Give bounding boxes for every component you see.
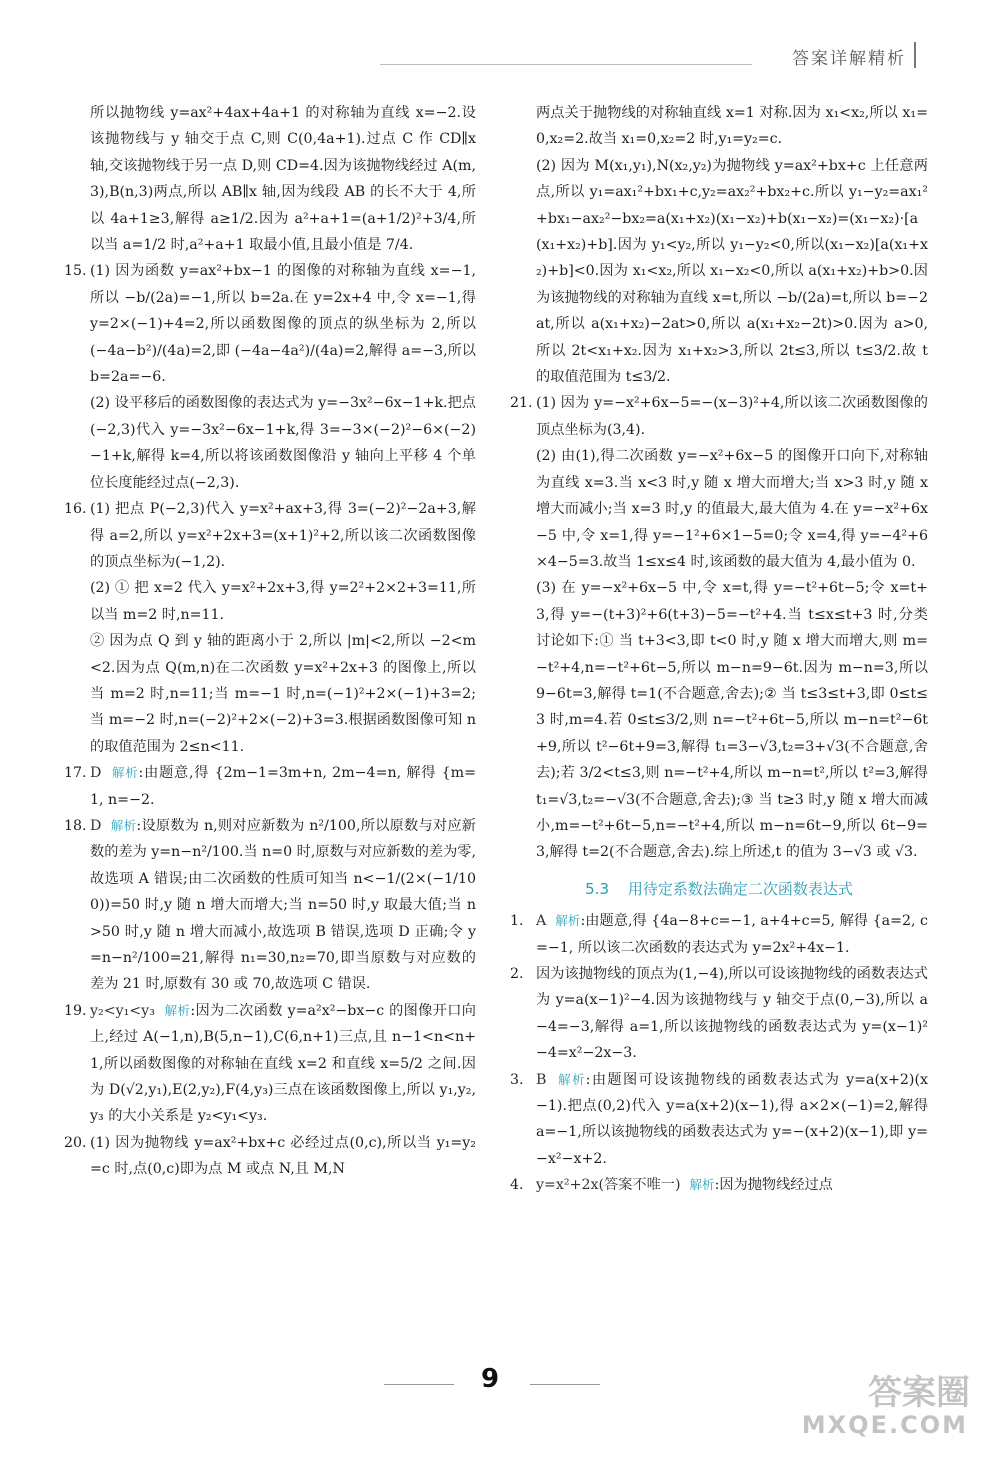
answer-item	[510, 1067, 933, 1173]
answer-body: :由题图可设该抛物线的函数表达式为 y=a(x+2)(x−1).把点(0,2)代入 y=a(x+2)(x−1),得 a×2×(−1)=2,解得 a=−1,所以该抛物线的函数表达式为 y=−(x+2)(x−1),即 y=−x²−x+2.	[536, 1071, 933, 1167]
section-heading	[510, 876, 928, 902]
answer-number: 15.	[64, 263, 87, 280]
answer-number	[510, 575, 536, 865]
answer-body: (2) 因为 M(x₁,y₁),N(x₂,y₂)为抛物线 y=ax²+bx+c 上任意两点,所以 y₁=ax₁²+bx₁+c,y₂=ax₂²+bx₂+c.所以 y₁−y₂=ax₁²+bx₁−ax₂²−bx₂=a(x₁+x₂)(x₁−x₂)+b(x₁−x₂)=(x₁−x₂)·[a(x₁+x₂)+b].因为 y₁<y₂,所以 y₁−y₂<0,所以(x₁−x₂)[a(x₁+x₂)+b]<0.因为 x₁<x₂,所以 x₁−x₂<0,所以 a(x₁+x₂)+b>0.因为该抛物线的对称轴为直线 x=t,所以 −b/(2a)=t,所以 b=−2at,所以 a(x₁+x₂)−2at>0,所以 a(x₁+x₂−2t)>0.因为 a>0,所以 2t<x₁+x₂.因为 x₁+x₂>3,所以 2t≤3,所以 t≤3/2.故 t 的取值范围为 t≤3/2.	[536, 157, 933, 386]
right-column-answers	[510, 100, 933, 866]
answer-item	[64, 813, 476, 998]
answer-choice: B	[536, 1071, 559, 1088]
answer-text	[90, 813, 476, 998]
answer-number	[510, 100, 536, 153]
answer-item	[510, 575, 933, 865]
answer-item	[64, 258, 481, 390]
answer-body: :因为抛物线经过点	[714, 1177, 833, 1194]
answer-item	[510, 100, 928, 153]
answer-body: 两点关于抛物线的对称轴直线 x=1 对称.因为 x₁<x₂,所以 x₁=0,x₂=2.故当 x₁=0,x₂=2 时,y₁=y₂=c.	[536, 105, 928, 148]
answer-text	[536, 575, 933, 865]
footer-rule-left	[384, 1384, 454, 1385]
answer-text	[90, 258, 481, 390]
answer-number: 19.	[64, 1002, 87, 1019]
answer-body: (1) 因为抛物线 y=ax²+bx+c 必经过点(0,c),所以当 y₁=y₂=c 时,点(0,c)即为点 M 或点 N,且 M,N	[90, 1134, 476, 1178]
right-column	[510, 100, 933, 1199]
answer-text	[536, 1172, 928, 1198]
answer-text	[90, 575, 476, 628]
analysis-tag: 解析	[689, 1177, 715, 1193]
answer-body: ② 因为点 Q 到 y 轴的距离小于 2,所以 |m|<2,所以 −2<m<2.因为点 Q(m,n)在二次函数 y=x²+2x+3 的图像上,所以当 m=2 时,n=11;当 m=−1 时,n=(−1)²+2×(−1)+3=2;当 m=−2 时,n=(−2)²+2×(−2)+3=3.根据函数图像可知 n 的取值范围为 2≤n<11.	[90, 633, 481, 755]
answer-text	[536, 1067, 933, 1173]
answer-text	[90, 100, 481, 258]
page-header	[380, 40, 920, 72]
answer-body: :设原数为 n,则对应新数为 n²/100,所以原数与对应新数的差为 y=n−n²/100.当 n=0 时,原数与对应新数的差为零,故选项 A 错误;由二次函数的性质可知当 n<−1/(2×(−1/100))=50 时,y 随 n 增大而增大;当 n=50 时,y 取最大值;当 n>50 时,y 随 n 增大而减小,故选项 B 错误,选项 D 正确;令 y=n−n²/100=21,解得 n₁=30,n₂=70,即当原数与对应数的差为 21 时,原数有 30 或 70,故选项 C 错误.	[90, 817, 476, 993]
section-number: 5.3	[585, 879, 610, 898]
watermark-text: 答案圈	[868, 1373, 970, 1413]
answer-body: (1) 因为 y=−x²+6x−5=−(x−3)²+4,所以该二次函数图像的顶点坐标为(3,4).	[536, 395, 928, 438]
answer-body: (2) 由(1),得二次函数 y=−x²+6x−5 的图像开口向下,对称轴为直线 x=3.当 x<3 时,y 随 x 增大而增大;当 x>3 时,y 随 x 增大而减小;当 x=3 时,y 的值最大,最大值为 4.在 y=−x²+6x−5 中,令 x=1,得 y=−1²+6×1−5=0;令 x=4,得 y=−4²+6×4−5=3.故当 1≤x≤4 时,该函数的最大值为 4,最小值为 0.	[536, 448, 933, 570]
answer-number	[64, 100, 90, 258]
answer-text	[90, 390, 476, 496]
answer-number	[64, 628, 90, 760]
header-title: 答案详解精析	[792, 49, 906, 69]
answer-text	[536, 153, 933, 391]
analysis-tag: 解析	[164, 1002, 191, 1018]
answer-body: 因为该抛物线的顶点为(1,−4),所以可设该抛物线的函数表达式为 y=a(x−1)²−4.因为该抛物线与 y 轴交于点(0,−3),所以 a−4=−3,解得 a=1,所以该抛物线的函数表达式为 y=(x−1)²−4=x²−2x−3.	[536, 966, 928, 1062]
answer-number: 1.	[510, 913, 524, 930]
answer-number: 4.	[510, 1177, 524, 1194]
answer-item	[64, 1130, 476, 1183]
answer-item	[510, 390, 928, 443]
answer-number: 20.	[64, 1134, 87, 1151]
answer-text	[536, 443, 933, 575]
analysis-tag: 解析	[110, 817, 137, 833]
answer-text	[536, 908, 928, 961]
answer-body: 所以抛物线 y=ax²+4ax+4a+1 的对称轴为直线 x=−2.设该抛物线与 y 轴交于点 C,则 C(0,4a+1).过点 C 作 CD∥x 轴,交该抛物线于另一点 D,则 CD=4.因为该抛物线经过 A(m,3),B(n,3)两点,所以 AB∥x 轴,因为线段 AB 的长不大于 4,所以 4a+1≥3,解得 a≥1/2.因为 a²+a+1=(a+1/2)²+3/4,所以当 a=1/2 时,a²+a+1 取最小值,且最小值是 7/4.	[90, 105, 481, 254]
answer-item	[64, 575, 476, 628]
answer-item	[64, 496, 476, 575]
answer-body: (2) 设平移后的函数图像的表达式为 y=−3x²−6x−1+k.把点(−2,3)代入 y=−3x²−6x−1+k,得 3=−3×(−2)²−6×(−2)−1+k,解得 k=4,所以将该函数图像沿 y 轴向上平移 4 个单位长度能经过点(−2,3).	[90, 395, 476, 491]
answer-text	[536, 390, 928, 443]
footer-rule-right	[530, 1384, 600, 1385]
answer-text	[90, 496, 476, 575]
answer-item	[64, 628, 481, 760]
answer-text	[536, 961, 928, 1067]
answer-number: 21.	[510, 395, 533, 412]
answer-body: (1) 因为函数 y=ax²+bx−1 的图像的对称轴为直线 x=−1,所以 −b/(2a)=−1,所以 b=2a.在 y=2x+4 中,令 x=−1,得 y=2×(−1)+4=2,所以函数图像的顶点的纵坐标为 2,所以 (−4a−b²)/(4a)=2,即 (−4a−4a²)/(4a)=2,解得 a=−3,所以 b=2a=−6.	[90, 263, 481, 386]
answer-body: (3) 在 y=−x²+6x−5 中,令 x=t,得 y=−t²+6t−5;令 x=t+3,得 y=−(t+3)²+6(t+3)−5=−t²+4.当 t≤x≤t+3 时,分类讨论如下:① 当 t+3<3,即 t<0 时,y 随 x 增大而增大,则 m=−t²+4,n=−t²+6t−5,所以 m−n=9−6t.因为 m−n=3,所以 9−6t=3,解得 t=1(不合题意,舍去);② 当 t≤3≤t+3,即 0≤t≤3 时,m=4.若 0≤t≤3/2,则 n=−t²+6t−5,所以 m−n=t²−6t+9,所以 t²−6t+9=3,解得 t₁=3−√3,t₂=3+√3(不合题意,舍去);若 3/2<t≤3,则 n=−t²+4,所以 m−n=t²,所以 t²=3,解得 t₁=√3,t₂=−√3(不合题意,舍去);③ 当 t≥3 时,y 随 x 增大而减小,m=−t²+6t−5,n=−t²+4,所以 m−n=6t−9,所以 6t−9=3,解得 t=2(不合题意,舍去).综上所述,t 的值为 3−√3 或 √3.	[536, 580, 933, 861]
answer-number	[64, 575, 90, 628]
answer-number: 3.	[510, 1071, 524, 1088]
answer-item	[64, 998, 476, 1130]
page-number: 9	[480, 1364, 500, 1394]
right-column-section-answers	[510, 908, 933, 1198]
answer-choice: A	[536, 913, 556, 930]
answer-text	[536, 100, 928, 153]
analysis-tag: 解析	[111, 765, 139, 781]
answer-text	[90, 628, 481, 760]
answer-number	[510, 153, 536, 391]
answer-choice: y=x²+2x(答案不唯一)	[536, 1177, 690, 1194]
section-title: 用待定系数法确定二次函数表达式	[627, 879, 853, 898]
answer-item	[64, 760, 476, 813]
answer-item	[510, 961, 928, 1067]
answer-item	[64, 100, 481, 258]
answer-item	[510, 1172, 928, 1198]
answer-body: (1) 把点 P(−2,3)代入 y=x²+ax+3,得 3=(−2)²−2a+3,解得 a=2,所以 y=x²+2x+3=(x+1)²+2,所以该二次函数图像的顶点坐标为(−1,2).	[90, 501, 476, 570]
answer-body: (2) ① 把 x=2 代入 y=x²+2x+3,得 y=2²+2×2+3=11,所以当 m=2 时,n=11.	[90, 580, 476, 623]
header-bar	[914, 42, 916, 68]
answer-number	[64, 390, 90, 496]
answer-choice: y₂<y₁<y₃	[90, 1002, 165, 1019]
header-rule	[380, 64, 752, 65]
answer-number: 17.	[64, 765, 87, 782]
answer-body: :由题意,得 {2m−1=3m+n, 2m−4=n, 解得 {m=1, n=−2.	[90, 765, 476, 808]
left-column	[64, 100, 481, 1183]
answer-choice: D	[90, 817, 111, 834]
answer-number: 16.	[64, 501, 87, 518]
analysis-tag: 解析	[558, 1071, 586, 1087]
answer-item	[510, 443, 933, 575]
watermark-url: MXQE.COM	[801, 1411, 968, 1439]
watermark-logo	[801, 1357, 976, 1447]
analysis-tag: 解析	[555, 913, 581, 929]
answer-number: 2.	[510, 966, 524, 982]
answer-number: 18.	[64, 817, 87, 834]
answer-body: :由题意,得 {4a−8+c=−1, a+4+c=5, 解得 {a=2, c=−1, 所以该二次函数的表达式为 y=2x²+4x−1.	[536, 913, 928, 956]
answer-text	[90, 760, 476, 813]
answer-item	[510, 908, 928, 961]
answer-item	[510, 153, 933, 391]
answer-body: :因为二次函数 y=a²x²−bx−c 的图像开口向上,经过 A(−1,n),B(5,n−1),C(6,n+1)三点,且 n−1<n<n+1,所以函数图像的对称轴在直线 x=2 和直线 x=5/2 之间.因为 D(√2,y₁),E(2,y₂),F(4,y₃)三点在该函数图像上,所以 y₁,y₂,y₃ 的大小关系是 y₂<y₁<y₃.	[90, 1002, 476, 1125]
answer-choice: D	[90, 765, 112, 782]
answer-text	[90, 998, 476, 1130]
answer-number	[510, 443, 536, 575]
answer-item	[64, 390, 476, 496]
answer-text	[90, 1130, 476, 1183]
